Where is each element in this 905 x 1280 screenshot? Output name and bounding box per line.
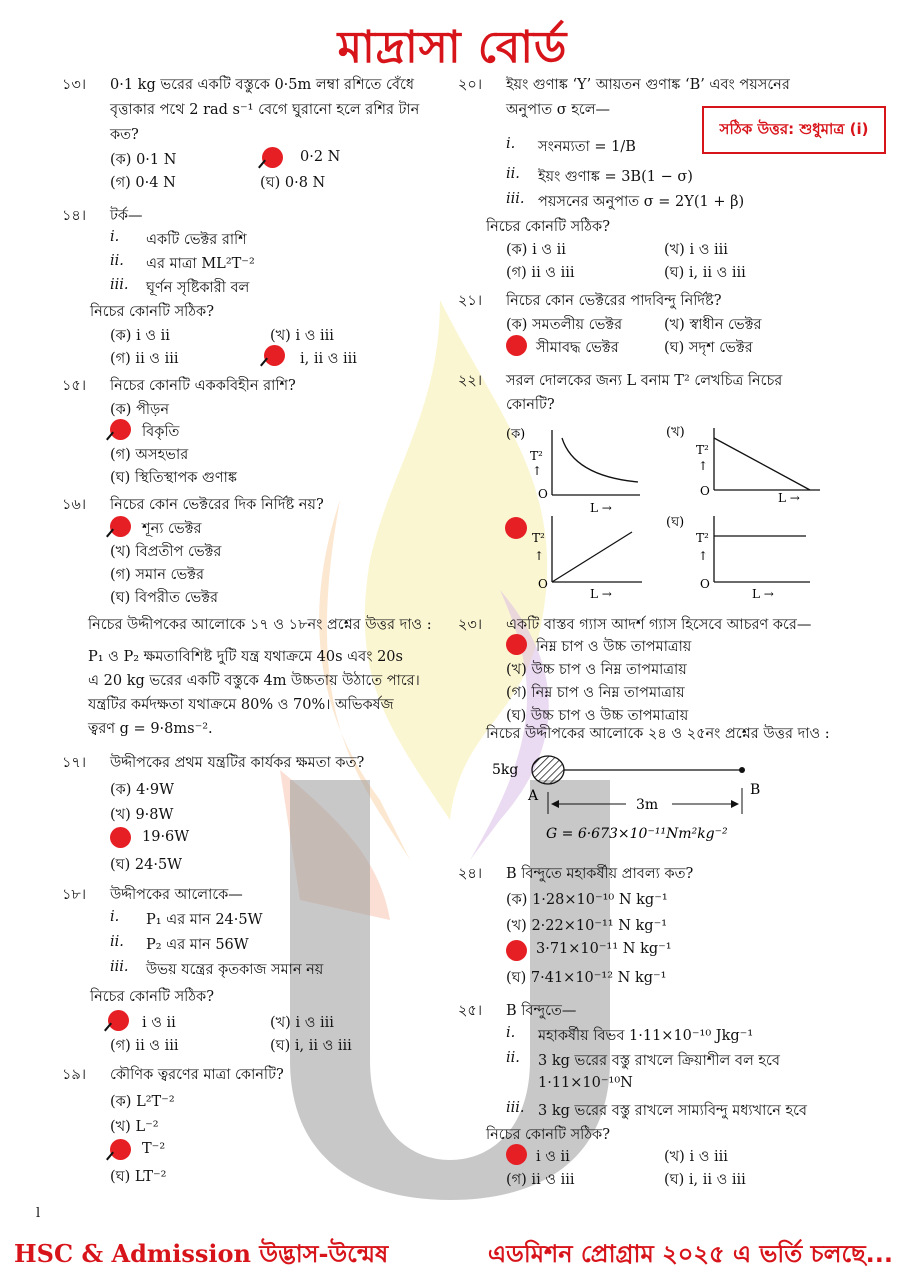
question-number: ২৫। — [458, 1003, 483, 1019]
gravitational-constant: G = 6·673×10⁻¹¹Nm²kg⁻² — [546, 826, 728, 842]
question-number: ১৯। — [62, 1067, 87, 1083]
question-stem: উদ্দীপকের প্রথম যন্ত্রটির কার্যকর ক্ষমতা কত? — [110, 755, 365, 771]
question-stem: B বিন্দুতে— — [506, 1003, 577, 1019]
statement-text: পয়সনের অনুপাত σ = 2Y(1 + β) — [538, 194, 745, 210]
option-a[interactable]: নিম্ন চাপ ও উচ্চ তাপমাত্রায় — [536, 639, 692, 655]
marked-answer-dot — [505, 517, 527, 539]
option-c[interactable]: (গ) 0·4 N — [110, 175, 176, 191]
page-title: মাদ্রাসা বোর্ড — [337, 22, 568, 73]
stimulus-text: ত্বরণ g = 9·8ms⁻². — [88, 721, 213, 737]
question-stem: উদ্দীপকের আলোকে— — [110, 887, 243, 903]
statement-text: ঘূর্ণন সৃষ্টিকারী বল — [146, 280, 250, 296]
option-a[interactable]: i ও ii — [142, 1015, 176, 1031]
option-b[interactable]: (খ) L⁻² — [110, 1119, 159, 1135]
statement-text: 3 kg ভরের বস্তু রাখলে ক্রিয়াশীল বল হবে — [538, 1053, 780, 1069]
statement-text: 1·11×10⁻¹⁰N — [538, 1075, 633, 1091]
stimulus-heading: নিচের উদ্দীপকের আলোকে ১৭ ও ১৮নং প্রশ্নের উত্তর দাও : — [88, 617, 432, 633]
stimulus-text: P₁ ও P₂ ক্ষমতাবিশিষ্ট দুটি যন্ত্র যথাক্রমে 40s এবং 20s — [88, 649, 403, 665]
marked-answer-dot — [110, 419, 131, 440]
question-stem: B বিন্দুতে মহাকর্ষীয় প্রাবল্য কত? — [506, 866, 694, 882]
axis-label-t2: T² — [696, 443, 709, 457]
answer-box: সঠিক উত্তর: শুধুমাত্র (i) — [702, 106, 886, 154]
statement-label: ii. — [506, 166, 520, 182]
point-b-dot — [739, 767, 745, 773]
page-mark: l — [36, 1206, 41, 1221]
option-c[interactable]: (গ) ii ও iii — [506, 1172, 575, 1188]
up-arrow-icon: ↑ — [532, 464, 543, 478]
question-number: ১৫। — [62, 378, 87, 394]
marked-answer-dot — [506, 940, 527, 961]
option-d[interactable]: (ঘ) স্থিতিস্থাপক গুণাঙ্ক — [110, 470, 237, 486]
point-a-label: A — [528, 788, 539, 804]
question-number: ২৪। — [458, 866, 483, 882]
stimulus-heading: নিচের উদ্দীপকের আলোকে ২৪ ও ২৫নং প্রশ্নের উত্তর দাও : — [486, 726, 830, 742]
axis-label-t2: T² — [530, 449, 543, 463]
option-c[interactable]: (গ) ii ও iii — [506, 265, 575, 281]
question-text: অনুপাত σ হলে— — [506, 102, 611, 118]
statement-text: মহাকর্ষীয় বিভব 1·11×10⁻¹⁰ Jkg⁻¹ — [538, 1028, 754, 1044]
decreasing-line — [714, 438, 810, 490]
statement-text: এর মাত্রা ML²T⁻² — [146, 256, 255, 272]
option-a[interactable]: (ক) L²T⁻² — [110, 1094, 175, 1110]
statement-label: iii. — [506, 191, 525, 207]
statement-text: 3 kg ভরের বস্তু রাখলে সাম্যবিন্দু মধ্যখানে হবে — [538, 1103, 807, 1119]
graph-option-b[interactable] — [666, 425, 820, 505]
origin-label: O — [538, 577, 548, 591]
statement-text: একটি ভেক্টর রাশি — [146, 232, 247, 248]
option-a[interactable]: (ক) 0·1 N — [110, 152, 177, 168]
footer-admission-notice: এডমিশন প্রোগ্রাম ২০২৫ এ ভর্তি চলছে... — [487, 1240, 893, 1268]
option-b[interactable]: (খ) i ও iii — [664, 1149, 728, 1165]
option-a[interactable]: (ক) 4·9W — [110, 782, 175, 798]
axis-label-t2: T² — [532, 531, 545, 545]
option-c[interactable]: (গ) নিম্ন চাপ ও নিম্ন তাপমাত্রায় — [506, 685, 685, 701]
footer-brand: HSC & Admission উদ্ভাস-উন্মেষ — [14, 1239, 389, 1268]
option-d[interactable]: i, ii ও iii — [300, 351, 357, 367]
option-b[interactable]: (খ) 2·22×10⁻¹¹ N kg⁻¹ — [506, 918, 668, 934]
marked-answer-dot — [506, 335, 527, 356]
question-number: ১৩। — [62, 77, 87, 93]
graph-options — [490, 420, 870, 630]
distance-label: 3m — [636, 797, 659, 813]
marked-answer-dot — [110, 1139, 131, 1160]
option-d[interactable]: (ঘ) i, ii ও iii — [664, 1172, 746, 1188]
point-b-label: B — [750, 782, 761, 798]
option-d[interactable]: (ঘ) 0·8 N — [260, 175, 326, 191]
question-text: বৃত্তাকার পথে 2 rad s⁻¹ বেগে ঘুরানো হলে রশির টান — [110, 102, 420, 118]
question-number: ১৬। — [62, 497, 87, 513]
option-b[interactable]: বিকৃতি — [142, 424, 180, 440]
graph-option-a[interactable] — [506, 427, 640, 515]
option-label: (খ) — [666, 425, 685, 440]
option-a[interactable]: (ক) i ও ii — [506, 242, 566, 258]
option-a[interactable]: (ক) i ও ii — [110, 328, 170, 344]
question-number: ২১। — [458, 293, 483, 309]
up-arrow-icon: ↑ — [698, 549, 709, 563]
option-c[interactable]: 3·71×10⁻¹¹ N kg⁻¹ — [536, 941, 672, 957]
axis-label-l: L → — [590, 501, 612, 515]
question-number: ২২। — [458, 373, 483, 389]
option-d[interactable]: (ঘ) সদৃশ ভেক্টর — [664, 340, 753, 356]
statement-text: P₁ এর মান 24·5W — [146, 912, 263, 928]
question-stem: নিচের কোন ভেক্টরের দিক নির্দিষ্ট নয়? — [110, 497, 324, 513]
mass-label: 5kg — [492, 762, 519, 778]
marked-answer-dot — [262, 147, 283, 168]
option-a[interactable]: i ও ii — [536, 1149, 570, 1165]
statement-label: i. — [506, 1025, 516, 1041]
marked-answer-dot — [108, 1010, 129, 1031]
option-b[interactable]: (খ) i ও iii — [270, 328, 334, 344]
marked-answer-dot — [110, 827, 131, 848]
origin-label: O — [700, 484, 710, 498]
up-arrow-icon: ↑ — [698, 459, 709, 473]
question-stem: নিচের কোনটি এককবিহীন রাশি? — [110, 378, 296, 394]
question-stem: একটি বাস্তব গ্যাস আদর্শ গ্যাস হিসেবে আচরণ করে— — [506, 617, 812, 633]
mass-sphere — [532, 756, 564, 784]
option-b[interactable]: (খ) স্বাধীন ভেক্টর — [664, 317, 762, 333]
statement-label: i. — [110, 909, 120, 925]
statement-label: ii. — [110, 253, 124, 269]
option-c[interactable]: (গ) ii ও iii — [110, 1038, 179, 1054]
question-number: ১৭। — [62, 755, 87, 771]
option-b[interactable]: (খ) 9·8W — [110, 807, 174, 823]
axis-label-t2: T² — [696, 531, 709, 545]
stimulus-text: যন্ত্রটির কর্মদক্ষতা যথাক্রমে 80% ও 70%। অভিকর্ষজ — [88, 697, 394, 713]
statement-label: i. — [506, 136, 516, 152]
option-c[interactable]: 19·6W — [142, 829, 190, 845]
axis-label-l: L → — [752, 587, 774, 601]
question-stem: কৌণিক ত্বরণের মাত্রা কোনটি? — [110, 1067, 284, 1083]
option-c[interactable]: (গ) ii ও iii — [110, 351, 179, 367]
origin-label: O — [700, 577, 710, 591]
option-d[interactable]: (ঘ) বিপরীত ভেক্টর — [110, 590, 218, 606]
option-c[interactable]: (গ) সমান ভেক্টর — [110, 567, 204, 583]
statement-text: উভয় যন্ত্রের কৃতকাজ সমান নয় — [146, 962, 324, 978]
option-b[interactable]: (খ) i ও iii — [664, 242, 728, 258]
option-c[interactable]: সীমাবদ্ধ ভেক্টর — [536, 340, 619, 356]
question-text: কত? — [110, 127, 139, 143]
statement-label: ii. — [506, 1050, 520, 1066]
option-a[interactable]: (ক) পীড়ন — [110, 402, 170, 418]
option-b[interactable]: (খ) i ও iii — [270, 1015, 334, 1031]
statement-label: iii. — [506, 1100, 525, 1116]
graph-option-c[interactable] — [505, 516, 642, 601]
option-d[interactable]: (ঘ) 7·41×10⁻¹² N kg⁻¹ — [506, 970, 667, 986]
question-text: ইয়ং গুণাঙ্ক ‘Y’ আয়তন গুণাঙ্ক ‘B’ এবং পয়সনের — [506, 77, 790, 93]
question-number: ২৩। — [458, 617, 483, 633]
linear-line — [552, 532, 632, 582]
statement-label: i. — [110, 229, 120, 245]
option-b[interactable]: (খ) উচ্চ চাপ ও নিম্ন তাপমাত্রায় — [506, 662, 687, 678]
gravity-diagram — [486, 748, 786, 848]
axis-label-l: L → — [590, 587, 612, 601]
question-prompt: নিচের কোনটি সঠিক? — [90, 304, 214, 320]
option-d[interactable]: (ঘ) LT⁻² — [110, 1169, 167, 1185]
question-text: কোনটি? — [506, 397, 555, 413]
marked-answer-dot — [264, 345, 285, 366]
marked-answer-dot — [506, 634, 527, 655]
option-label: (ঘ) — [666, 515, 685, 530]
option-c[interactable]: T⁻² — [142, 1141, 166, 1157]
option-b[interactable]: 0·2 N — [300, 149, 341, 165]
statement-label: ii. — [110, 934, 124, 950]
curve-line — [562, 438, 638, 482]
question-text: 0·1 kg ভরের একটি বস্তুকে 0·5m লম্বা রশিতে বেঁধে — [110, 77, 414, 93]
statement-text: ইয়ং গুণাঙ্ক = 3B(1 − σ) — [538, 169, 693, 185]
question-prompt: নিচের কোনটি সঠিক? — [90, 989, 214, 1005]
option-c[interactable]: (গ) অসহভার — [110, 447, 189, 463]
statement-label: iii. — [110, 277, 129, 293]
question-text: সরল দোলকের জন্য L বনাম T² লেখচিত্র নিচের — [506, 373, 783, 389]
option-a[interactable]: (ক) সমতলীয় ভেক্টর — [506, 317, 623, 333]
question-prompt: নিচের কোনটি সঠিক? — [486, 219, 610, 235]
question-stem: টর্ক— — [110, 208, 143, 224]
option-b[interactable]: (খ) বিপ্রতীপ ভেক্টর — [110, 544, 222, 560]
option-a[interactable]: (ক) 1·28×10⁻¹⁰ N kg⁻¹ — [506, 892, 668, 908]
marked-answer-dot — [506, 1144, 527, 1165]
up-arrow-icon: ↑ — [534, 549, 545, 563]
option-label: (ক) — [506, 427, 526, 442]
option-a[interactable]: শূন্য ভেক্টর — [142, 521, 202, 537]
option-d[interactable]: (ঘ) i, ii ও iii — [270, 1038, 352, 1054]
statement-label: iii. — [110, 959, 129, 975]
statement-text: P₂ এর মান 56W — [146, 937, 249, 953]
question-number: ২০। — [458, 77, 483, 93]
stimulus-text: এ 20 kg ভরের একটি বস্তুকে 4m উচ্চতায় উঠাতে পারে। — [88, 673, 420, 689]
graph-option-d[interactable] — [666, 515, 810, 601]
option-d[interactable]: (ঘ) i, ii ও iii — [664, 265, 746, 281]
question-number: ১৪। — [62, 208, 87, 224]
question-stem: নিচের কোন ভেক্টরের পাদবিন্দু নির্দিষ্ট? — [506, 293, 722, 309]
question-prompt: নিচের কোনটি সঠিক? — [486, 1127, 610, 1143]
axis-label-l: L → — [778, 491, 800, 505]
origin-label: O — [538, 487, 548, 501]
marked-answer-dot — [110, 516, 131, 537]
statement-text: সংনম্যতা = 1/B — [538, 139, 636, 155]
question-number: ১৮। — [62, 887, 87, 903]
option-d[interactable]: (ঘ) 24·5W — [110, 857, 183, 873]
option-d[interactable]: (ঘ) উচ্চ চাপ ও উচ্চ তাপমাত্রায় — [506, 708, 689, 724]
